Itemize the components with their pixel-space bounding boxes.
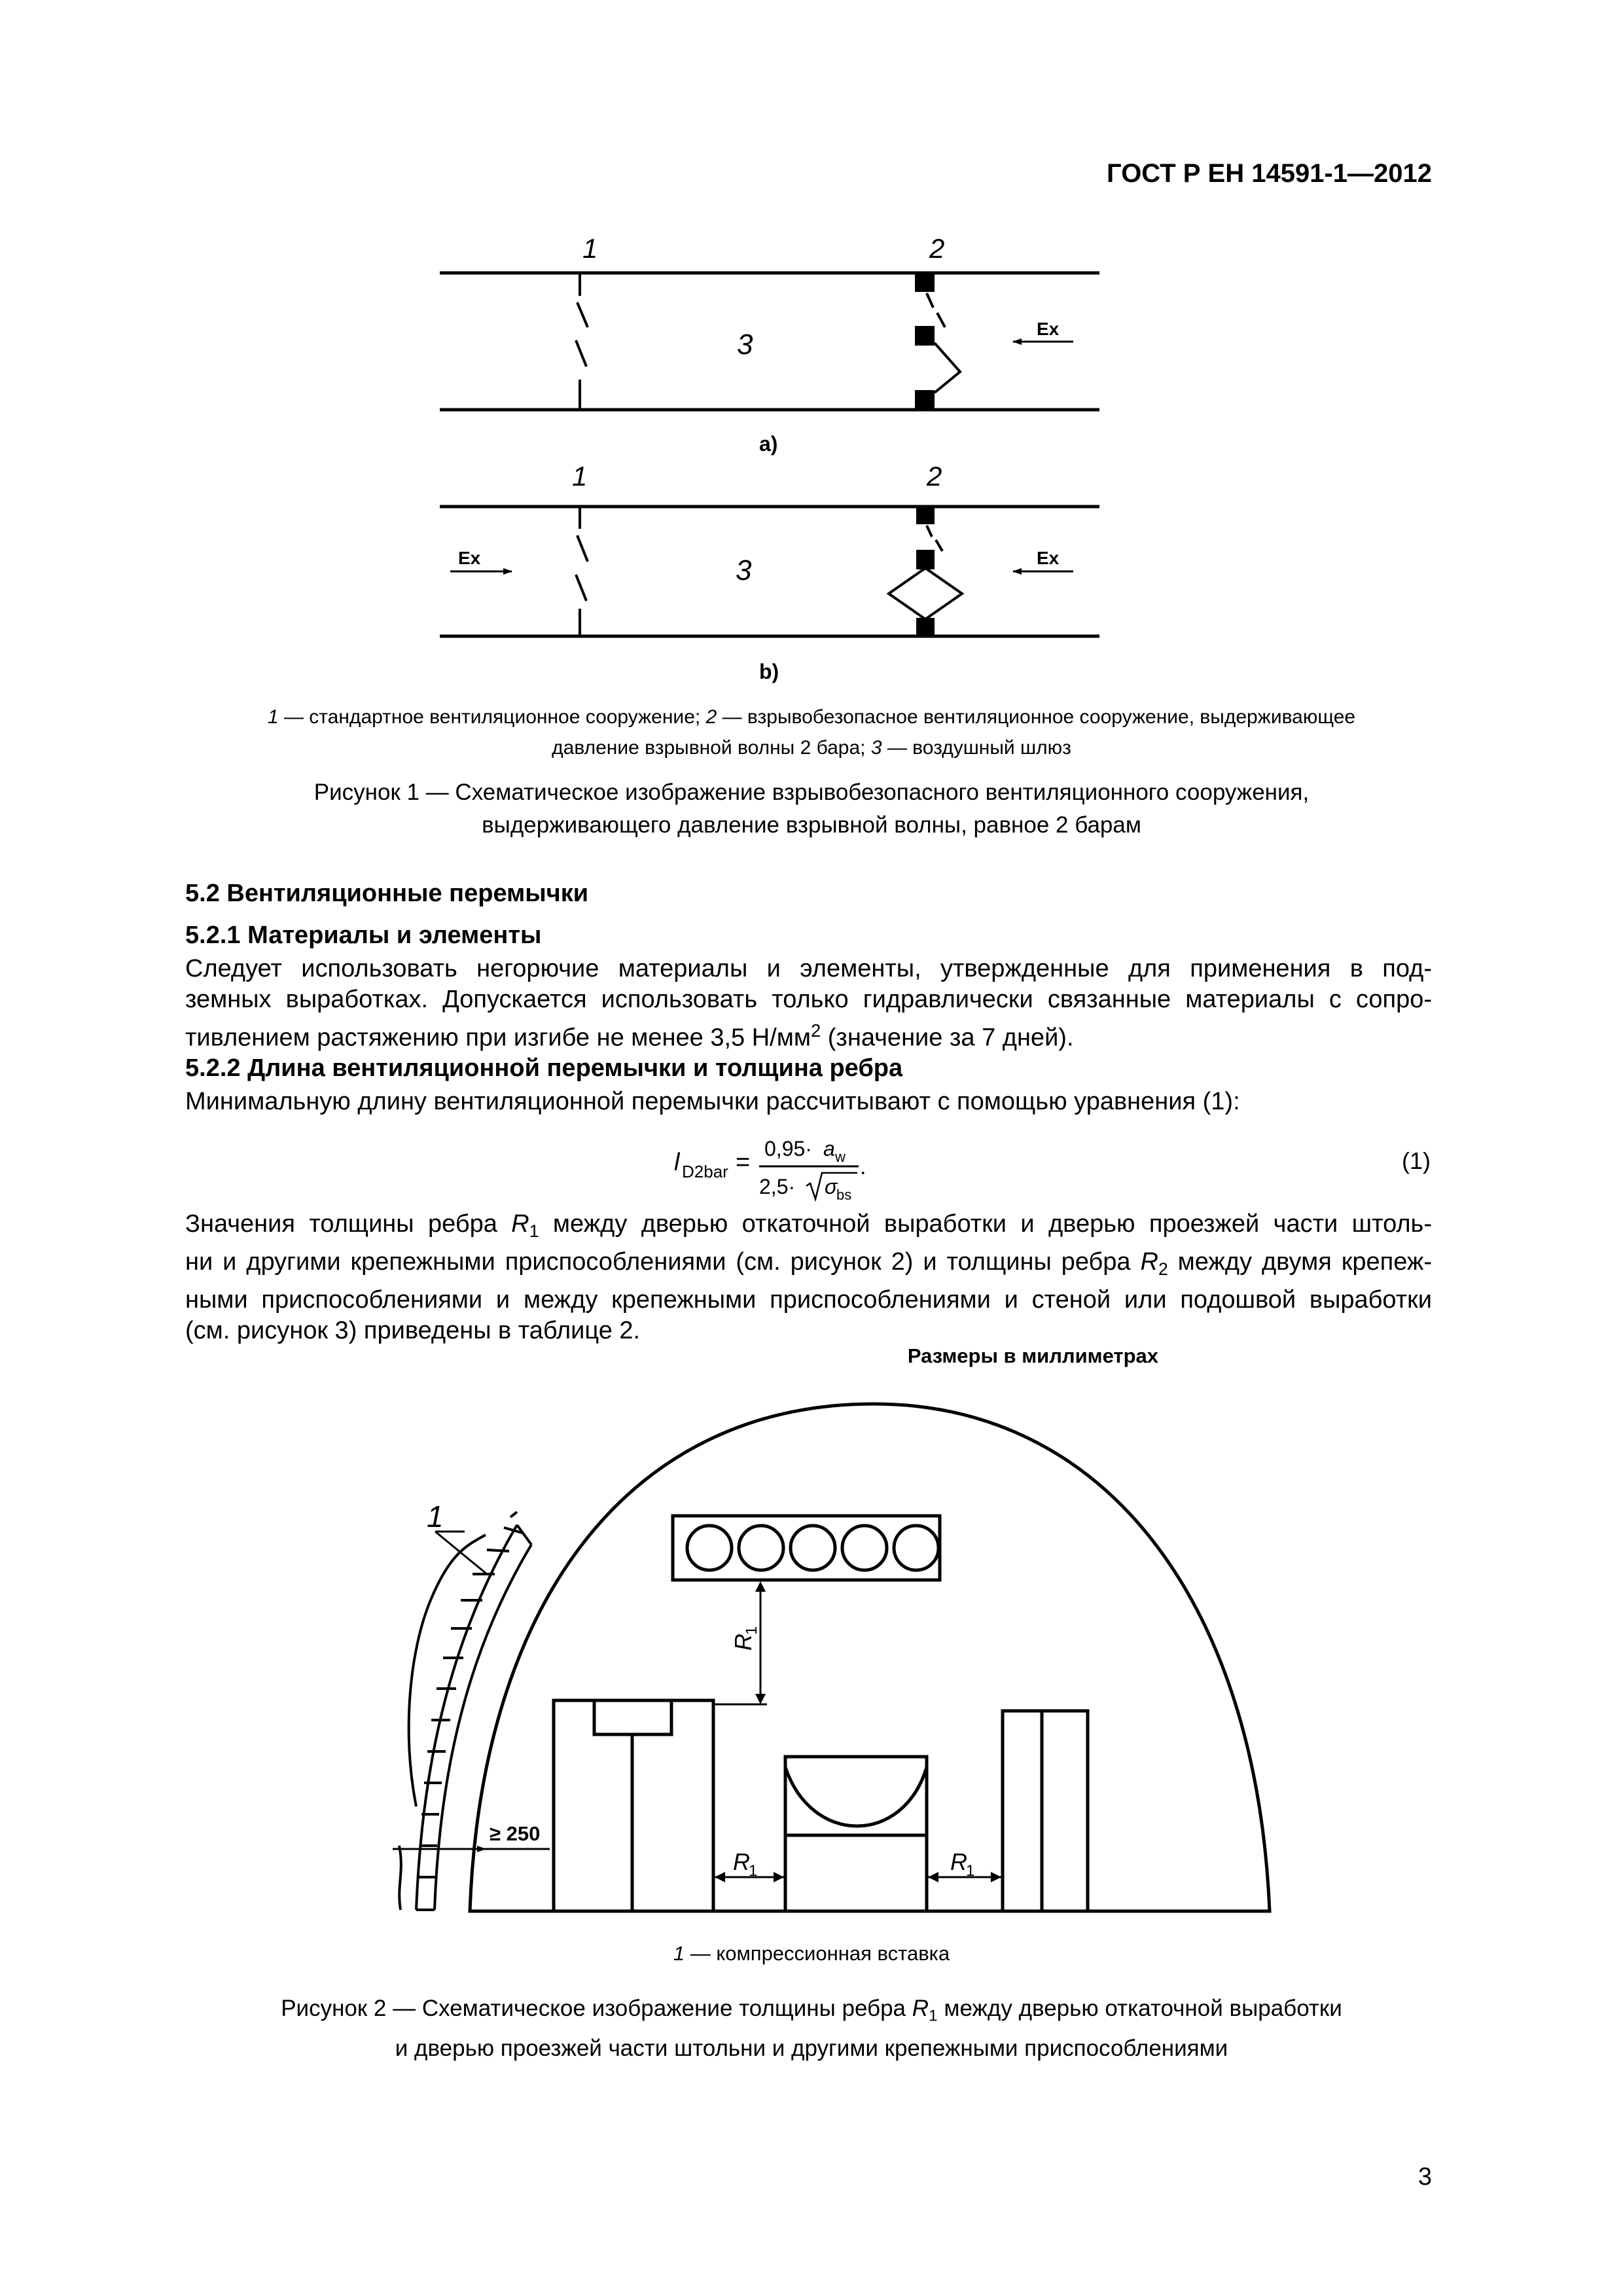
- equation-1: [654, 1126, 1466, 1211]
- equation-numerator-sub: w: [835, 1149, 846, 1165]
- r1-vertical-label: [730, 1626, 760, 1651]
- figure-1b: [440, 507, 1099, 636]
- fig1b-flow-label-right: Ex: [1037, 548, 1060, 568]
- equation-denominator: 2,5·: [759, 1175, 796, 1198]
- fig1b-label-3: 3: [736, 554, 752, 586]
- equation-lhs-sub: D2bar: [682, 1162, 728, 1181]
- equation-denominator-sub: bs: [836, 1187, 852, 1203]
- figure-1a: [440, 273, 1099, 410]
- compression-insert: [399, 1512, 531, 1910]
- roadway-door: [785, 1757, 927, 1911]
- fig1b-label-1: 1: [572, 461, 588, 492]
- r1-right-label: R: [950, 1848, 967, 1875]
- document-code: ГОСТ Р ЕН 14591-1—2012: [1107, 159, 1432, 188]
- figure-2-diagram: [0, 1374, 1623, 1950]
- svg-text:1: 1: [966, 1862, 975, 1880]
- figure-1-legend-line-2: давление взрывной волны 2 бара; 3 — воздушный шлюз: [552, 737, 1071, 759]
- equation-numerator-symbol: a: [823, 1137, 835, 1160]
- fig1a-label-3: 3: [737, 329, 753, 361]
- figure-1-legend: [98, 702, 1525, 763]
- fig2-label-1: 1: [427, 1499, 444, 1534]
- equation-equals: =: [736, 1149, 751, 1176]
- figure-2-caption: Рисунок 2 — Схематическое изображение толщины ребра $R_1$ между дверью откаточной выработки и дверью проезжей части штольни и другими крепежными приспособлениями: [281, 1996, 1342, 2062]
- equation-period: .: [860, 1155, 866, 1179]
- fixing-device: [1003, 1711, 1088, 1911]
- fig1a-label-1: 1: [582, 233, 598, 264]
- standard-door-1a: [576, 273, 588, 410]
- pipe-bundle: [673, 1516, 940, 1580]
- figure-2-legend: 1 — компрессионная вставка: [673, 1942, 950, 1965]
- dimensions-note: Размеры в миллиметрах: [907, 1344, 1158, 1367]
- figure-1-legend-line-1: 1 — стандартное вентиляционное сооружение; 2 — взрывобезопасное вентиляционное сооружение, выдерживающее: [267, 706, 1356, 728]
- r1-left-label: R: [733, 1848, 750, 1875]
- fig1b-label-2: 2: [927, 461, 942, 492]
- section-5-2-1-heading: 5.2.1 Материалы и элементы: [185, 922, 542, 949]
- equation-number: (1): [1402, 1147, 1431, 1174]
- page-number: 3: [1418, 2163, 1432, 2191]
- haulage-door: [554, 1700, 713, 1911]
- fig1b-flow-label-left: Ex: [458, 548, 481, 568]
- fig1a-label-2: 2: [929, 233, 945, 264]
- section-5-2-1-paragraph: Следует использовать негорючие материалы и элементы, утвержденные для применения в под- земных выработках. Допускается использовать только гидравлически связанные материалы с сопро- тивлением растяжению при изгибе не менее 3,5 $Н/мм^2$ (значение за 7 дней).: [185, 955, 1432, 1052]
- explosion-proof-door-2b: [889, 507, 962, 635]
- figure-1-caption: Рисунок 1 — Схематическое изображение взрывобезопасного вентиляционного сооружения, выдерживающего давление взрывной волны, равное 2 барам: [313, 780, 1310, 838]
- figure-1-diagram: [0, 0, 1623, 707]
- section-5-2-heading: 5.2 Вентиляционные перемычки: [185, 880, 589, 907]
- svg-text:R: R: [730, 1634, 757, 1651]
- svg-text:1: 1: [743, 1626, 760, 1635]
- equation-lhs: l: [674, 1149, 680, 1176]
- standard-door-1b: [576, 507, 588, 636]
- equation-numerator: 0,95·: [764, 1137, 812, 1160]
- fig2-min-distance: ≥ 250: [490, 1822, 541, 1845]
- equation-denominator-symbol: σ: [825, 1175, 838, 1198]
- fig1a-flow-label: Ex: [1037, 319, 1060, 339]
- section-5-2-2-heading: 5.2.2 Длина вентиляционной перемычки и толщина ребра: [185, 1054, 903, 1082]
- section-5-2-2-intro: Минимальную длину вентиляционной перемычки рассчитывают с помощью уравнения (1):: [185, 1088, 1240, 1115]
- ribs-paragraph: Значения толщины ребра $R_1$ между дверью откаточной выработки и дверью проезжей части штоль- ни и другими крепежными приспособлениями (см. рисунок 2) и толщины ребра $R_2$ между двумя крепеж- ными приспособлениями и между крепежными приспособлениями и стеной или подошвой выработки (см. рисунок 3) приведены в таблице 2.: [185, 1210, 1432, 1344]
- explosion-proof-door-2a: [915, 274, 960, 408]
- svg-text:1: 1: [749, 1862, 758, 1880]
- fig1b-sublabel: b): [759, 660, 779, 683]
- fig1a-sublabel: a): [759, 432, 778, 456]
